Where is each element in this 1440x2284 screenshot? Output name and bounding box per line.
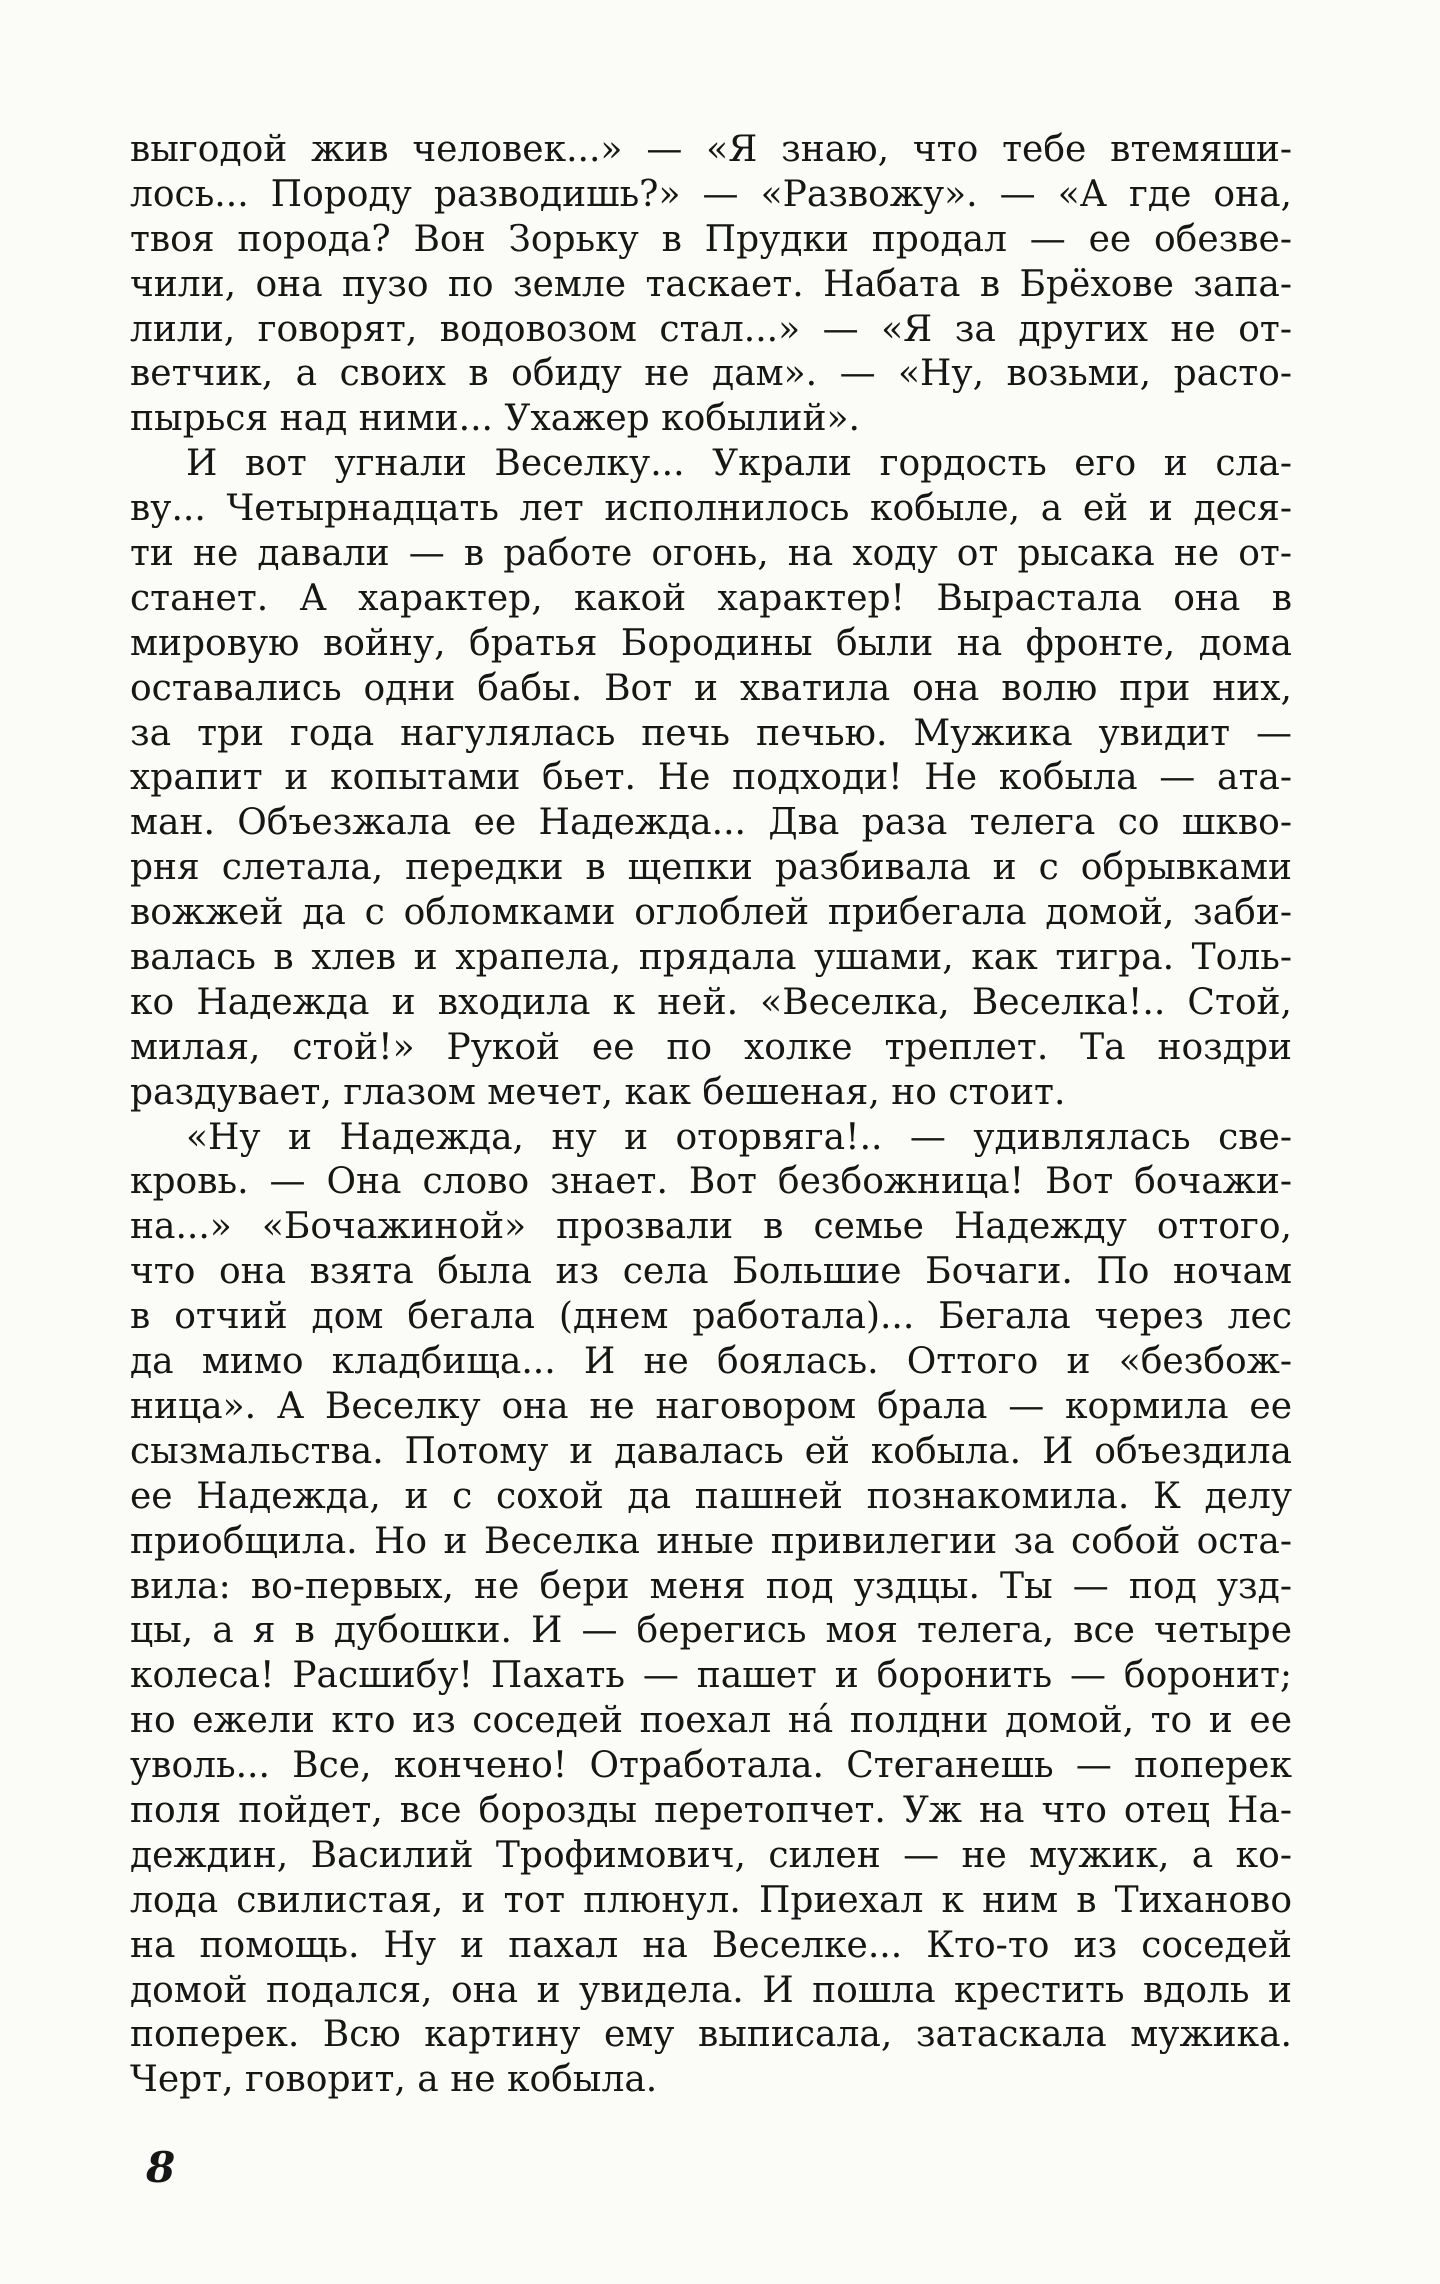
text-line: колеса! Расшибу! Пахать — пашет и боронить — боронит; [130,1655,1292,1697]
text-line: что она взята была из села Большие Бочаги. По ночам [130,1251,1292,1293]
text-line: за три года нагулялась печь печью. Мужика увидит — [130,712,1292,754]
text-line: уволь... Все, кончено! Отработала. Стеганешь — поперек [130,1745,1292,1787]
text-line: храпит и копытами бьет. Не подходи! Не кобыла — ата- [130,757,1292,799]
text-line: ву... Четырнадцать лет исполнилось кобыле, а ей и деся- [130,488,1292,530]
text-line: ман. Объезжала ее Надежда... Два раза телега со шкво- [130,802,1292,844]
text-line: цы, а я в дубошки. И — берегись моя телега, все четыре [130,1610,1292,1652]
text-line: в отчий дом бегала (днем работала)... Бегала через лес [130,1296,1292,1338]
paragraph [130,128,1292,442]
text-line: на...» «Бочажиной» прозвали в семье Надежду оттого, [130,1206,1292,1248]
text-line: ветчик, а своих в обиду не дам». — «Ну, возьми, расто- [130,353,1292,395]
text-line: лода свилистая, и тот плюнул. Приехал к ним в Тиханово [130,1879,1292,1921]
text-line: милая, стой!» Рукой ее по холке треплет. Та ноздри [130,1026,1292,1068]
text-line: ко Надежда и входила к ней. «Веселка, Веселка!.. Стой, [130,981,1292,1023]
text-line: пырься над ними... Ухажер кобылий». [130,398,860,440]
text-line: раздувает, глазом мечет, как бешеная, но стоит. [130,1071,1066,1113]
paragraph [130,442,1292,1115]
text-line: мировую войну, братья Бородины были на фронте, дома [130,622,1292,664]
text-line: но ежели кто из соседей поехал на́ полдни домой, то и ее [130,1700,1292,1742]
text-line: лили, говорят, водовозом стал...» — «Я за других не от- [130,308,1292,350]
text-line: кровь. — Она слово знает. Вот безбожница! Вот бочажи- [130,1161,1292,1203]
text-line: Черт, говорит, а не кобыла. [130,2059,658,2101]
text-line: да мимо кладбища... И не боялась. Оттого и «безбож- [130,1341,1292,1383]
page-number: 8 [146,2143,176,2192]
text-line: чили, она пузо по земле таскает. Набата в Брёхове запа- [130,263,1292,305]
text-line: домой подался, она и увидела. И пошла крестить вдоль и [130,1969,1292,2011]
text-line: рня слетала, передки в щепки разбивала и с обрывками [130,847,1292,889]
text-line: поперек. Всю картину ему выписала, затаскала мужика. [130,2014,1292,2056]
text-line: лось... Породу разводишь?» — «Развожу». — «А где она, [130,173,1292,215]
text-line: на помощь. Ну и пахал на Веселке... Кто-то из соседей [130,1924,1292,1966]
text-line: твоя порода? Вон Зорьку в Прудки продал — ее обезве- [130,218,1292,260]
text-line: ти не давали — в работе огонь, на ходу от рысака не от- [130,533,1292,575]
text-line: И вот угнали Веселку... Украли гордость его и сла- [186,443,1292,485]
text-line: приобщила. Но и Веселка иные привилегии за собой оста- [130,1520,1292,1562]
text-line: «Ну и Надежда, ну и оторвяга!.. — удивлялась све- [186,1116,1292,1158]
text-line: оставались одни бабы. Вот и хватила она волю при них, [130,667,1292,709]
text-line: поля пойдет, все борозды перетопчет. Уж на что отец На- [130,1789,1292,1831]
text-line: ее Надежда, и с сохой да пашней познакомила. К делу [130,1475,1292,1517]
text-line: ница». А Веселку она не наговором брала — кормила ее [130,1385,1292,1427]
text-line: вила: во-первых, не бери меня под уздцы. Ты — под узд- [130,1565,1292,1607]
text-line: станет. А характер, какой характер! Вырастала она в [130,577,1292,619]
text-line: вожжей да с обломками оглоблей прибегала домой, заби- [130,892,1292,934]
text-line: выгодой жив человек...» — «Я знаю, что тебе втемяши- [130,129,1292,170]
text-line: валась в хлев и храпела, прядала ушами, как тигра. Толь- [130,937,1292,979]
paragraph [130,1116,1292,2104]
text-line: деждин, Василий Трофимович, силен — не мужик, а ко- [130,1834,1292,1876]
page-text [130,128,1292,2103]
text-line: сызмальства. Потому и давалась ей кобыла. И объездила [130,1430,1292,1472]
